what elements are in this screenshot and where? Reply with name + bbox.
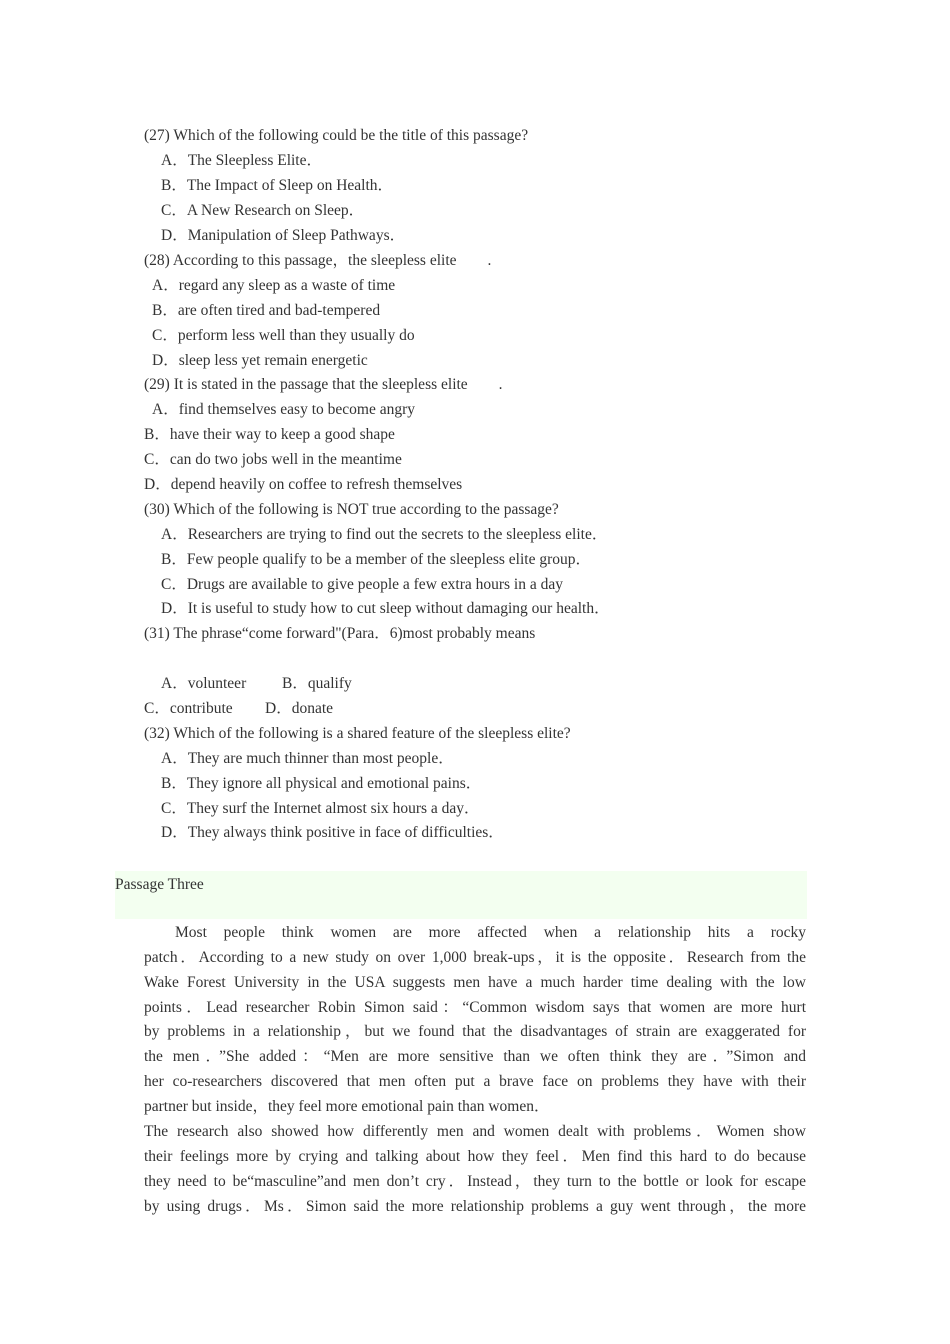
paragraph-1-line-2: patch．According to a new study on over 1,000 break-ups，it is the opposite．Research from the (144, 948, 806, 966)
question-32-option-b: B．They ignore all physical and emotional pains． (161, 775, 482, 792)
paragraph-1-line-7: her co-researchers discovered that men often put a brave face on problems they have with their (144, 1073, 806, 1091)
passage-three-heading-bar (115, 871, 807, 919)
question-27-option-b: B．The Impact of Sleep on Health． (161, 177, 394, 194)
question-30-option-a: A．Researchers are trying to find out the secrets to the sleepless elite． (161, 526, 608, 543)
question-31-option-b: B．qualify (282, 675, 352, 692)
paragraph-1-line-8: partner but inside，they feel more emotional pain than women． (144, 1097, 550, 1115)
paragraph-1-line-4: points．Lead researcher Robin Simon said：“Common wisdom says that women are more hurt (144, 998, 806, 1016)
paragraph-2-line-3: they need to be“masculine”and men don’t cry．Instead，they turn to the bottle or look for escape (144, 1172, 806, 1190)
question-31-option-d: D．donate (265, 700, 334, 717)
question-31-stem: (31) The phrase“come forward"(Para．6)most probably means (144, 625, 536, 642)
paragraph-1-line-1: Most people think women are more affected when a relationship hits a rocky (175, 924, 806, 941)
question-27-option-c: C．A New Research on Sleep． (161, 202, 365, 219)
question-28-option-c: C．perform less well than they usually do (152, 327, 415, 344)
paragraph-2-line-4: by using drugs．Ms．Simon said the more relationship problems a guy went through，the more (144, 1197, 806, 1215)
question-28-stem: (28) According to this passage，the sleepless elite . (144, 252, 492, 269)
question-32-option-c: C．They surf the Internet almost six hours a day． (161, 800, 480, 817)
question-29-stem: (29) It is stated in the passage that the sleepless elite . (144, 376, 503, 393)
passage-three-paragraph-1 (144, 921, 806, 1120)
question-30-option-d: D．It is useful to study how to cut sleep without damaging our health． (161, 600, 610, 617)
question-30-option-c: C．Drugs are available to give people a few extra hours in a day (161, 576, 563, 593)
question-32-option-a: A．They are much thinner than most people． (161, 750, 454, 767)
question-27-option-d: D．Manipulation of Sleep Pathways． (161, 227, 406, 244)
question-31-option-c: C．contribute (144, 700, 233, 717)
question-30-option-b: B．Few people qualify to be a member of the sleepless elite group． (161, 551, 592, 568)
paragraph-1-line-3: Wake Forest University in the USA suggests men have a much harder time dealing with the low (144, 973, 806, 991)
paragraph-1-line-6: the men．”She added：“Men are more sensitive than we often think they are．”Simon and (144, 1048, 806, 1066)
question-32-option-d: D．They always think positive in face of difficulties． (161, 824, 504, 841)
question-30-stem: (30) Which of the following is NOT true according to the passage? (144, 501, 559, 518)
passage-three-paragraph-2 (144, 1120, 806, 1219)
question-29-option-a: A．find themselves easy to become angry (152, 401, 415, 418)
paragraph-2-line-2: their feelings more by crying and talking about how they feel．Men find this hard to do because (144, 1147, 806, 1165)
paragraph-2-line-1: The research also showed how differently men and women dealt with problems．Women show (144, 1123, 806, 1140)
paragraph-1-line-5: by problems in a relationship，but we found that the disadvantages of strain are exaggerated for (144, 1023, 806, 1041)
question-31-option-a: A．volunteer (161, 675, 247, 692)
question-28-option-d: D．sleep less yet remain energetic (152, 352, 368, 369)
passage-three-title: Passage Three (115, 876, 204, 893)
question-29-option-b: B．have their way to keep a good shape (144, 426, 395, 443)
question-27-stem: (27) Which of the following could be the title of this passage? (144, 127, 529, 144)
question-29-option-c: C．can do two jobs well in the meantime (144, 451, 402, 468)
question-27-option-a: A．The Sleepless Elite． (161, 152, 322, 169)
question-28-option-a: A．regard any sleep as a waste of time (152, 277, 396, 294)
question-29-option-d: D．depend heavily on coffee to refresh themselves (144, 476, 463, 493)
question-32-stem: (32) Which of the following is a shared feature of the sleepless elite? (144, 725, 571, 742)
question-28-option-b: B．are often tired and bad-tempered (152, 302, 381, 319)
